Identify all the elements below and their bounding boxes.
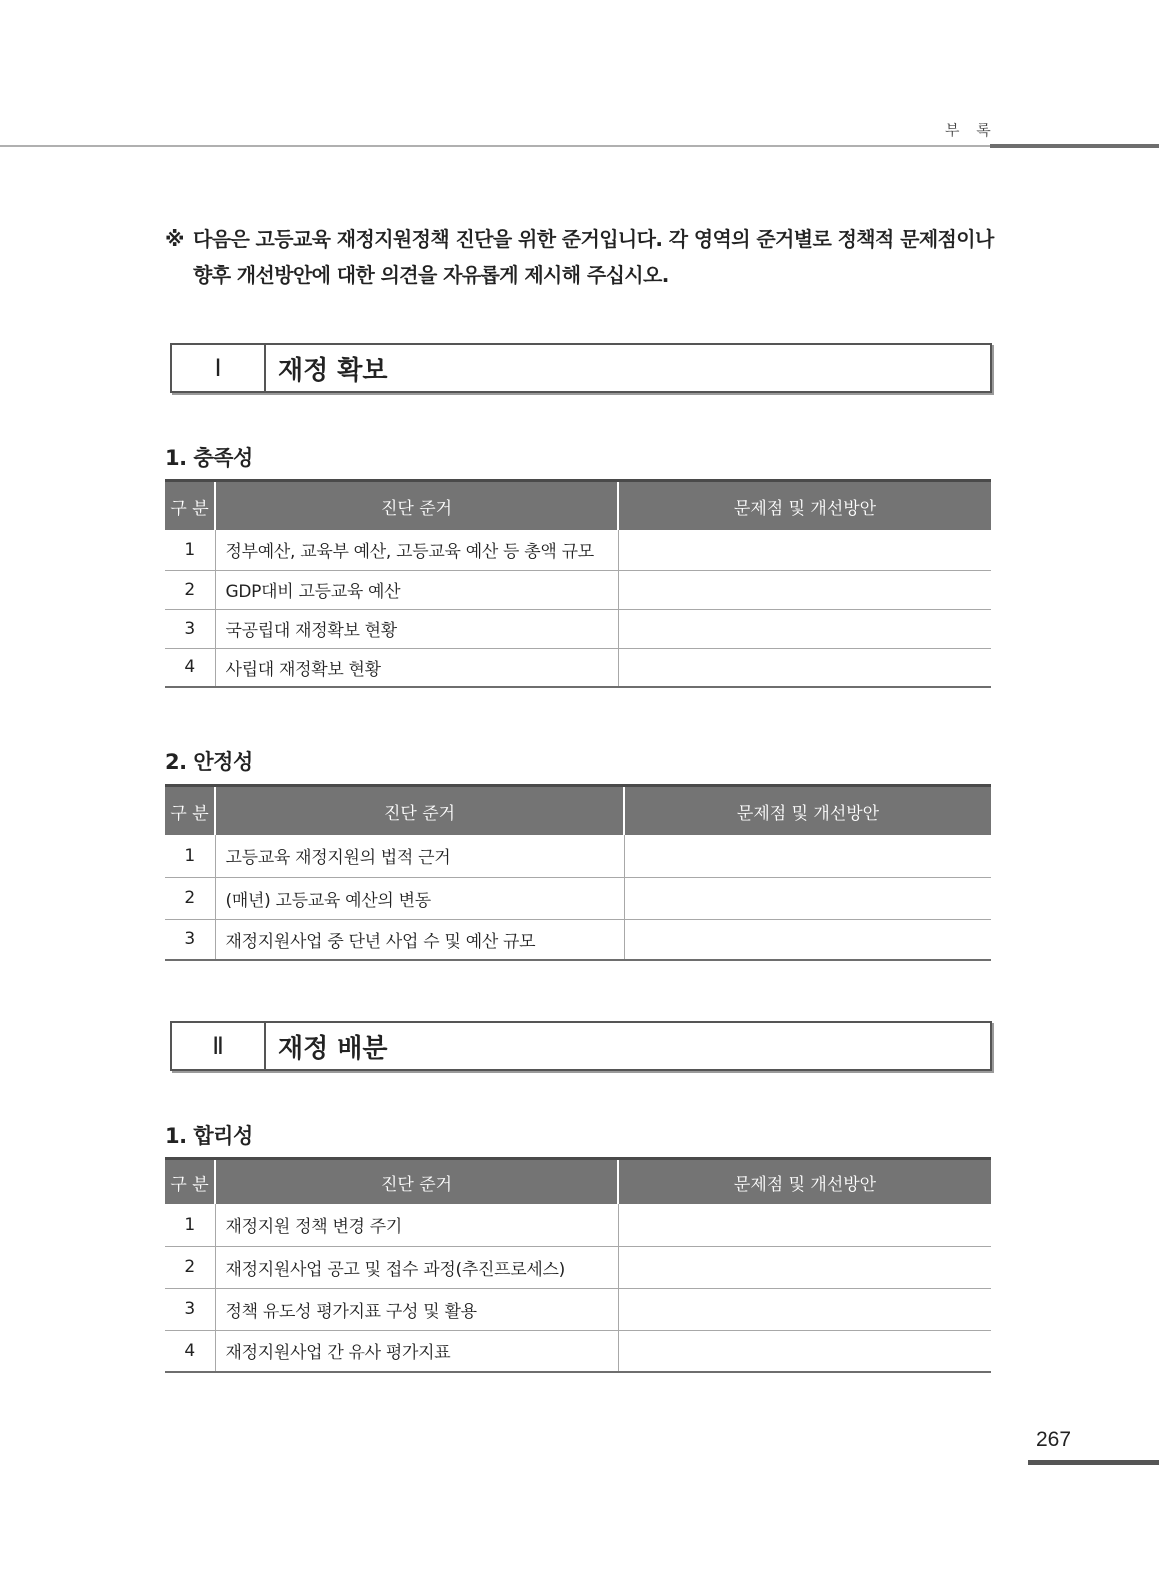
criteria-table (165, 1157, 991, 1373)
row-number: 3 (165, 1288, 215, 1330)
header-remark: 문제점 및 개선방안 (618, 1159, 991, 1205)
row-criterion: 정책 유도성 평가지표 구성 및 활용 (215, 1288, 618, 1330)
header-category: 구 분 (165, 786, 215, 836)
part-heading-1 (170, 343, 992, 393)
intro-line-2: 향후 개선방안에 대한 의견을 자유롭게 제시해 주십시오. (193, 263, 669, 287)
intro-instruction (165, 221, 1000, 293)
header-criterion: 진단 준거 (215, 1159, 618, 1205)
table-header-row (165, 481, 991, 531)
table-row (165, 835, 991, 877)
row-criterion: 재정지원사업 공고 및 접수 과정(추진프로세스) (215, 1246, 618, 1288)
row-criterion: (매년) 고등교육 예산의 변동 (215, 877, 624, 919)
intro-line-1: ※ 다음은 고등교육 재정지원정책 진단을 위한 준거입니다. 각 영역의 준거별로 정책적 문제점이나 (165, 221, 1000, 257)
section-title: 2. 안정성 (165, 750, 253, 774)
row-number: 4 (165, 1330, 215, 1372)
header-criterion: 진단 준거 (215, 481, 618, 531)
table-row (165, 1204, 991, 1246)
row-remark[interactable] (618, 1246, 991, 1288)
row-criterion: 재정지원사업 간 유사 평가지표 (215, 1330, 618, 1372)
header-criterion: 진단 준거 (215, 786, 624, 836)
reference-mark: ※ (165, 227, 184, 251)
row-remark[interactable] (624, 835, 991, 877)
header-rule (0, 145, 990, 147)
footer-rule (1028, 1460, 1159, 1465)
row-criterion: 재정지원 정책 변경 주기 (215, 1204, 618, 1246)
row-remark[interactable] (618, 648, 991, 687)
row-remark[interactable] (618, 609, 991, 648)
row-criterion: 재정지원사업 중 단년 사업 수 및 예산 규모 (215, 919, 624, 960)
header-remark: 문제점 및 개선방안 (618, 481, 991, 531)
row-number: 2 (165, 877, 215, 919)
header-category: 구 분 (165, 1159, 215, 1205)
table-row (165, 609, 991, 648)
table-row (165, 570, 991, 609)
criteria-table (165, 784, 991, 961)
row-remark[interactable] (618, 530, 991, 570)
row-criterion: 국공립대 재정확보 현황 (215, 609, 618, 648)
row-number: 4 (165, 648, 215, 687)
running-header: 부 록 (945, 121, 997, 139)
section-title: 1. 충족성 (165, 446, 253, 470)
table-header-row (165, 1159, 991, 1205)
table-header-row (165, 786, 991, 836)
row-number: 3 (165, 609, 215, 648)
row-criterion: 고등교육 재정지원의 법적 근거 (215, 835, 624, 877)
section-title: 1. 합리성 (165, 1124, 253, 1148)
part-title: 재정 배분 (278, 1033, 388, 1064)
row-number: 2 (165, 1246, 215, 1288)
row-remark[interactable] (624, 877, 991, 919)
header-rule-accent (990, 144, 1159, 148)
table-row (165, 1330, 991, 1372)
row-criterion: GDP대비 고등교육 예산 (215, 570, 618, 609)
row-number: 3 (165, 919, 215, 960)
row-remark[interactable] (624, 919, 991, 960)
table-row (165, 877, 991, 919)
row-criterion: 정부예산, 교육부 예산, 고등교육 예산 등 총액 규모 (215, 530, 618, 570)
table-row (165, 530, 991, 570)
part-heading-2 (170, 1021, 992, 1071)
row-criterion: 사립대 재정확보 현황 (215, 648, 618, 687)
row-number: 2 (165, 570, 215, 609)
page-number: 267 (1036, 1428, 1072, 1451)
header-category: 구 분 (165, 481, 215, 531)
row-number: 1 (165, 1204, 215, 1246)
criteria-table (165, 479, 991, 688)
table-row (165, 1246, 991, 1288)
row-remark[interactable] (618, 1288, 991, 1330)
table-row (165, 919, 991, 960)
header-remark: 문제점 및 개선방안 (624, 786, 991, 836)
part-title: 재정 확보 (278, 355, 388, 386)
row-remark[interactable] (618, 570, 991, 609)
table-row (165, 1288, 991, 1330)
row-number: 1 (165, 530, 215, 570)
table-row (165, 648, 991, 687)
row-remark[interactable] (618, 1330, 991, 1372)
part-number: Ⅱ (172, 1023, 266, 1069)
part-number: Ⅰ (172, 345, 266, 391)
row-remark[interactable] (618, 1204, 991, 1246)
row-number: 1 (165, 835, 215, 877)
